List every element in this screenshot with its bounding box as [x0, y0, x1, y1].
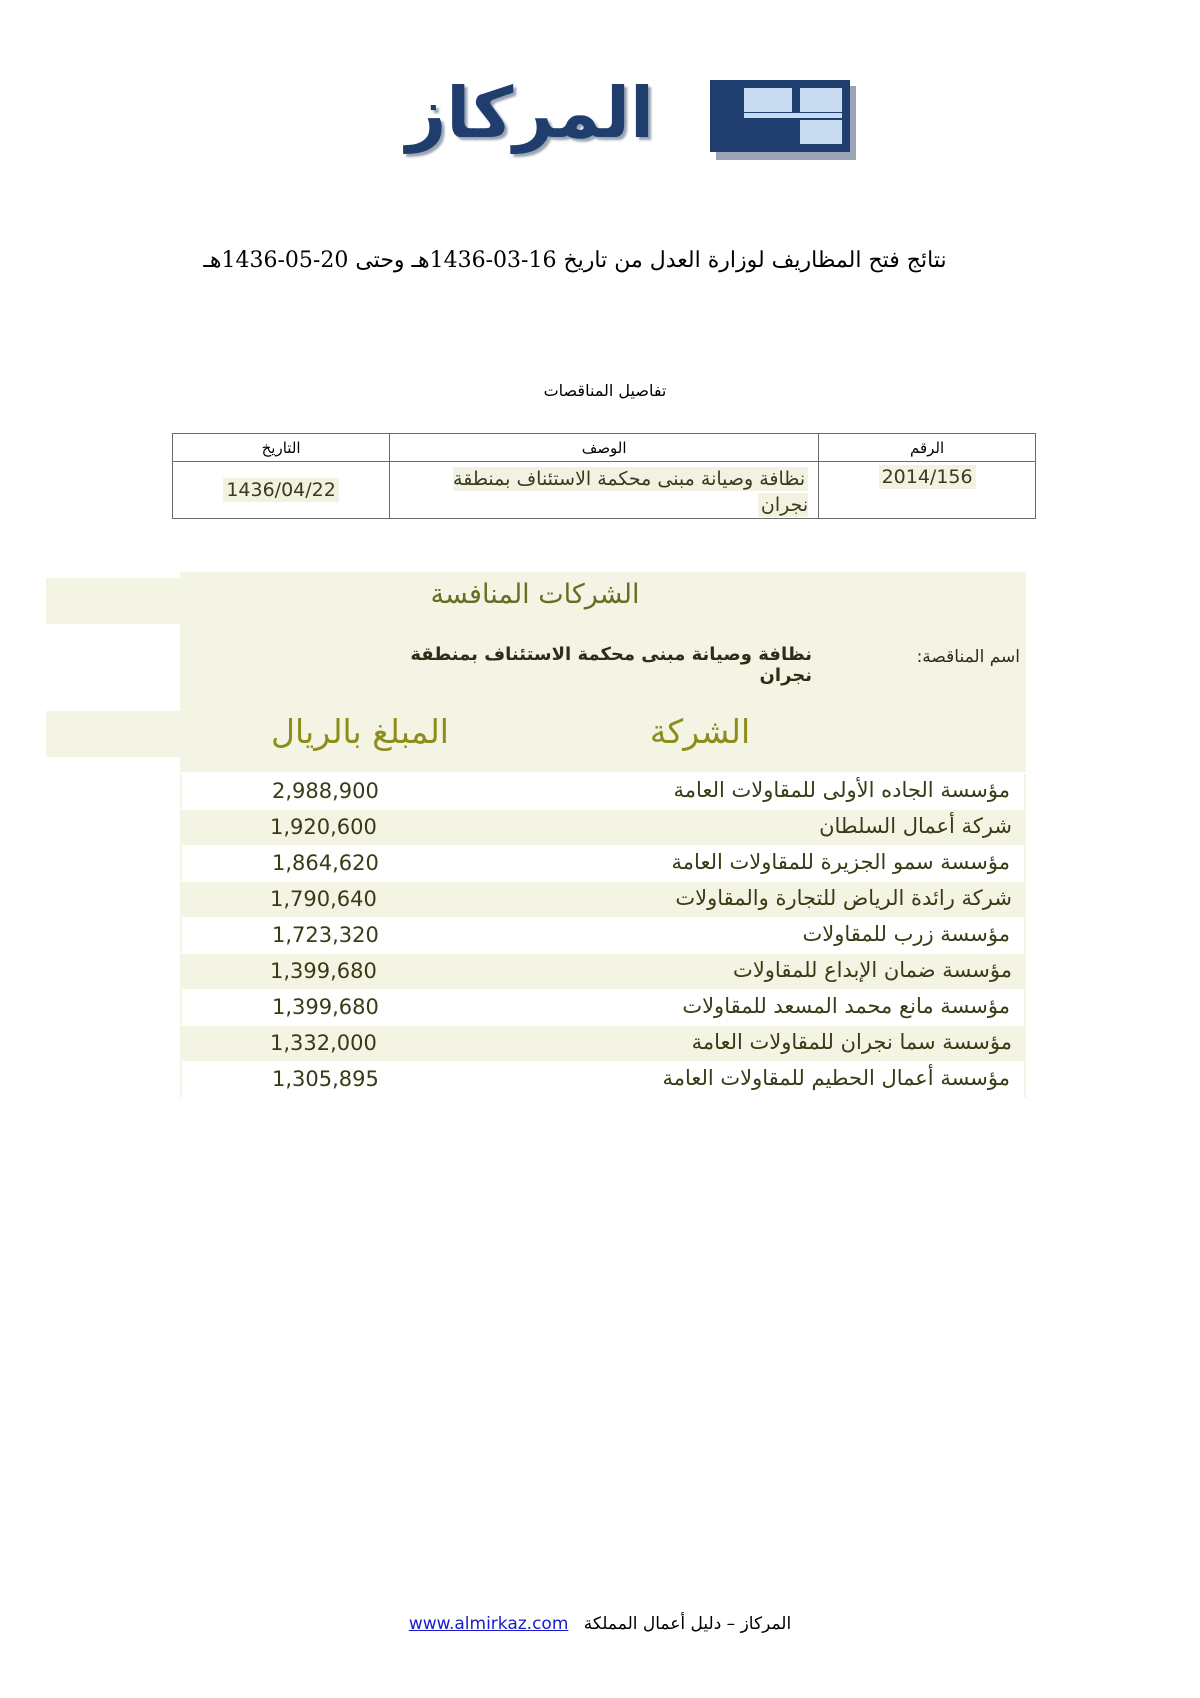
header-description: الوصف	[390, 434, 819, 462]
bid-amount: 1,305,895	[272, 1067, 379, 1091]
tender-description-cell	[390, 462, 819, 519]
header-date: التاريخ	[173, 434, 390, 462]
company-name: مؤسسة سمو الجزيرة للمقاولات العامة	[671, 850, 1010, 874]
list-item	[180, 846, 1026, 882]
company-name: شركة رائدة الرياض للتجارة والمقاولات	[675, 885, 1012, 910]
list-item	[180, 954, 1026, 991]
list-item	[180, 1062, 1026, 1098]
list-item	[180, 1026, 1026, 1063]
tender-table-header	[173, 434, 1036, 462]
list-item	[180, 990, 1026, 1026]
list-item	[180, 918, 1026, 954]
bid-amount: 1,920,600	[270, 814, 377, 839]
tender-description: نظافة وصيانة مبنى محكمة الاستئناف بمنطقة نجران	[453, 468, 809, 516]
logo-wordmark: المركاز	[405, 72, 655, 154]
list-item	[180, 882, 1026, 919]
company-name: مؤسسة زرب للمقاولات	[802, 922, 1010, 946]
bid-amount: 1,864,620	[272, 851, 379, 875]
tender-name: نظافة وصيانة مبنى محكمة الاستئناف بمنطقة نجران	[410, 644, 812, 686]
tender-table	[172, 433, 1036, 519]
logo	[370, 72, 860, 160]
page-title: نتائج فتح المظاريف لوزارة العدل من تاريخ 16-03-1436هـ وحتى 20-05-1436هـ	[203, 248, 947, 273]
company-name: مؤسسة الجاده الأولى للمقاولات العامة	[673, 778, 1010, 802]
logo-grid-icon	[710, 80, 860, 160]
company-name: مؤسسة ضمان الإبداع للمقاولات	[733, 957, 1012, 982]
company-name: مؤسسة أعمال الحطيم للمقاولات العامة	[662, 1066, 1010, 1090]
tender-number-cell	[819, 462, 1036, 519]
panel-band-left-bottom	[46, 711, 180, 757]
footer-link[interactable]: www.almirkaz.com	[408, 1614, 569, 1634]
bid-amount: 2,988,900	[272, 779, 379, 803]
column-header-amount: المبلغ بالريال	[271, 712, 449, 751]
competitors-title: الشركات المنافسة	[430, 579, 640, 610]
company-name: شركة أعمال السلطان	[819, 813, 1012, 838]
panel-band-left-top	[46, 578, 180, 624]
competitors-list	[180, 774, 1026, 1098]
tender-date: 1436/04/22	[223, 478, 339, 502]
tender-date-cell	[173, 462, 390, 519]
footer-text: المركاز – دليل أعمال المملكة	[583, 1614, 792, 1634]
tender-name-label: اسم المناقصة:	[916, 647, 1020, 667]
bid-amount: 1,399,680	[272, 995, 379, 1019]
tender-number: 2014/156	[879, 465, 976, 489]
details-heading: تفاصيل المناقصات	[543, 381, 667, 400]
bid-amount: 1,790,640	[270, 886, 377, 911]
footer	[300, 1614, 900, 1634]
list-item	[180, 774, 1026, 810]
company-name: مؤسسة مانع محمد المسعد للمقاولات	[682, 994, 1010, 1018]
column-header-company: الشركة	[649, 712, 751, 751]
list-item	[180, 810, 1026, 847]
header-number: الرقم	[819, 434, 1036, 462]
bid-amount: 1,332,000	[270, 1030, 377, 1055]
bid-amount: 1,399,680	[270, 958, 377, 983]
table-row	[173, 462, 1036, 519]
bid-amount: 1,723,320	[272, 923, 379, 947]
company-name: مؤسسة سما نجران للمقاولات العامة	[691, 1029, 1012, 1054]
